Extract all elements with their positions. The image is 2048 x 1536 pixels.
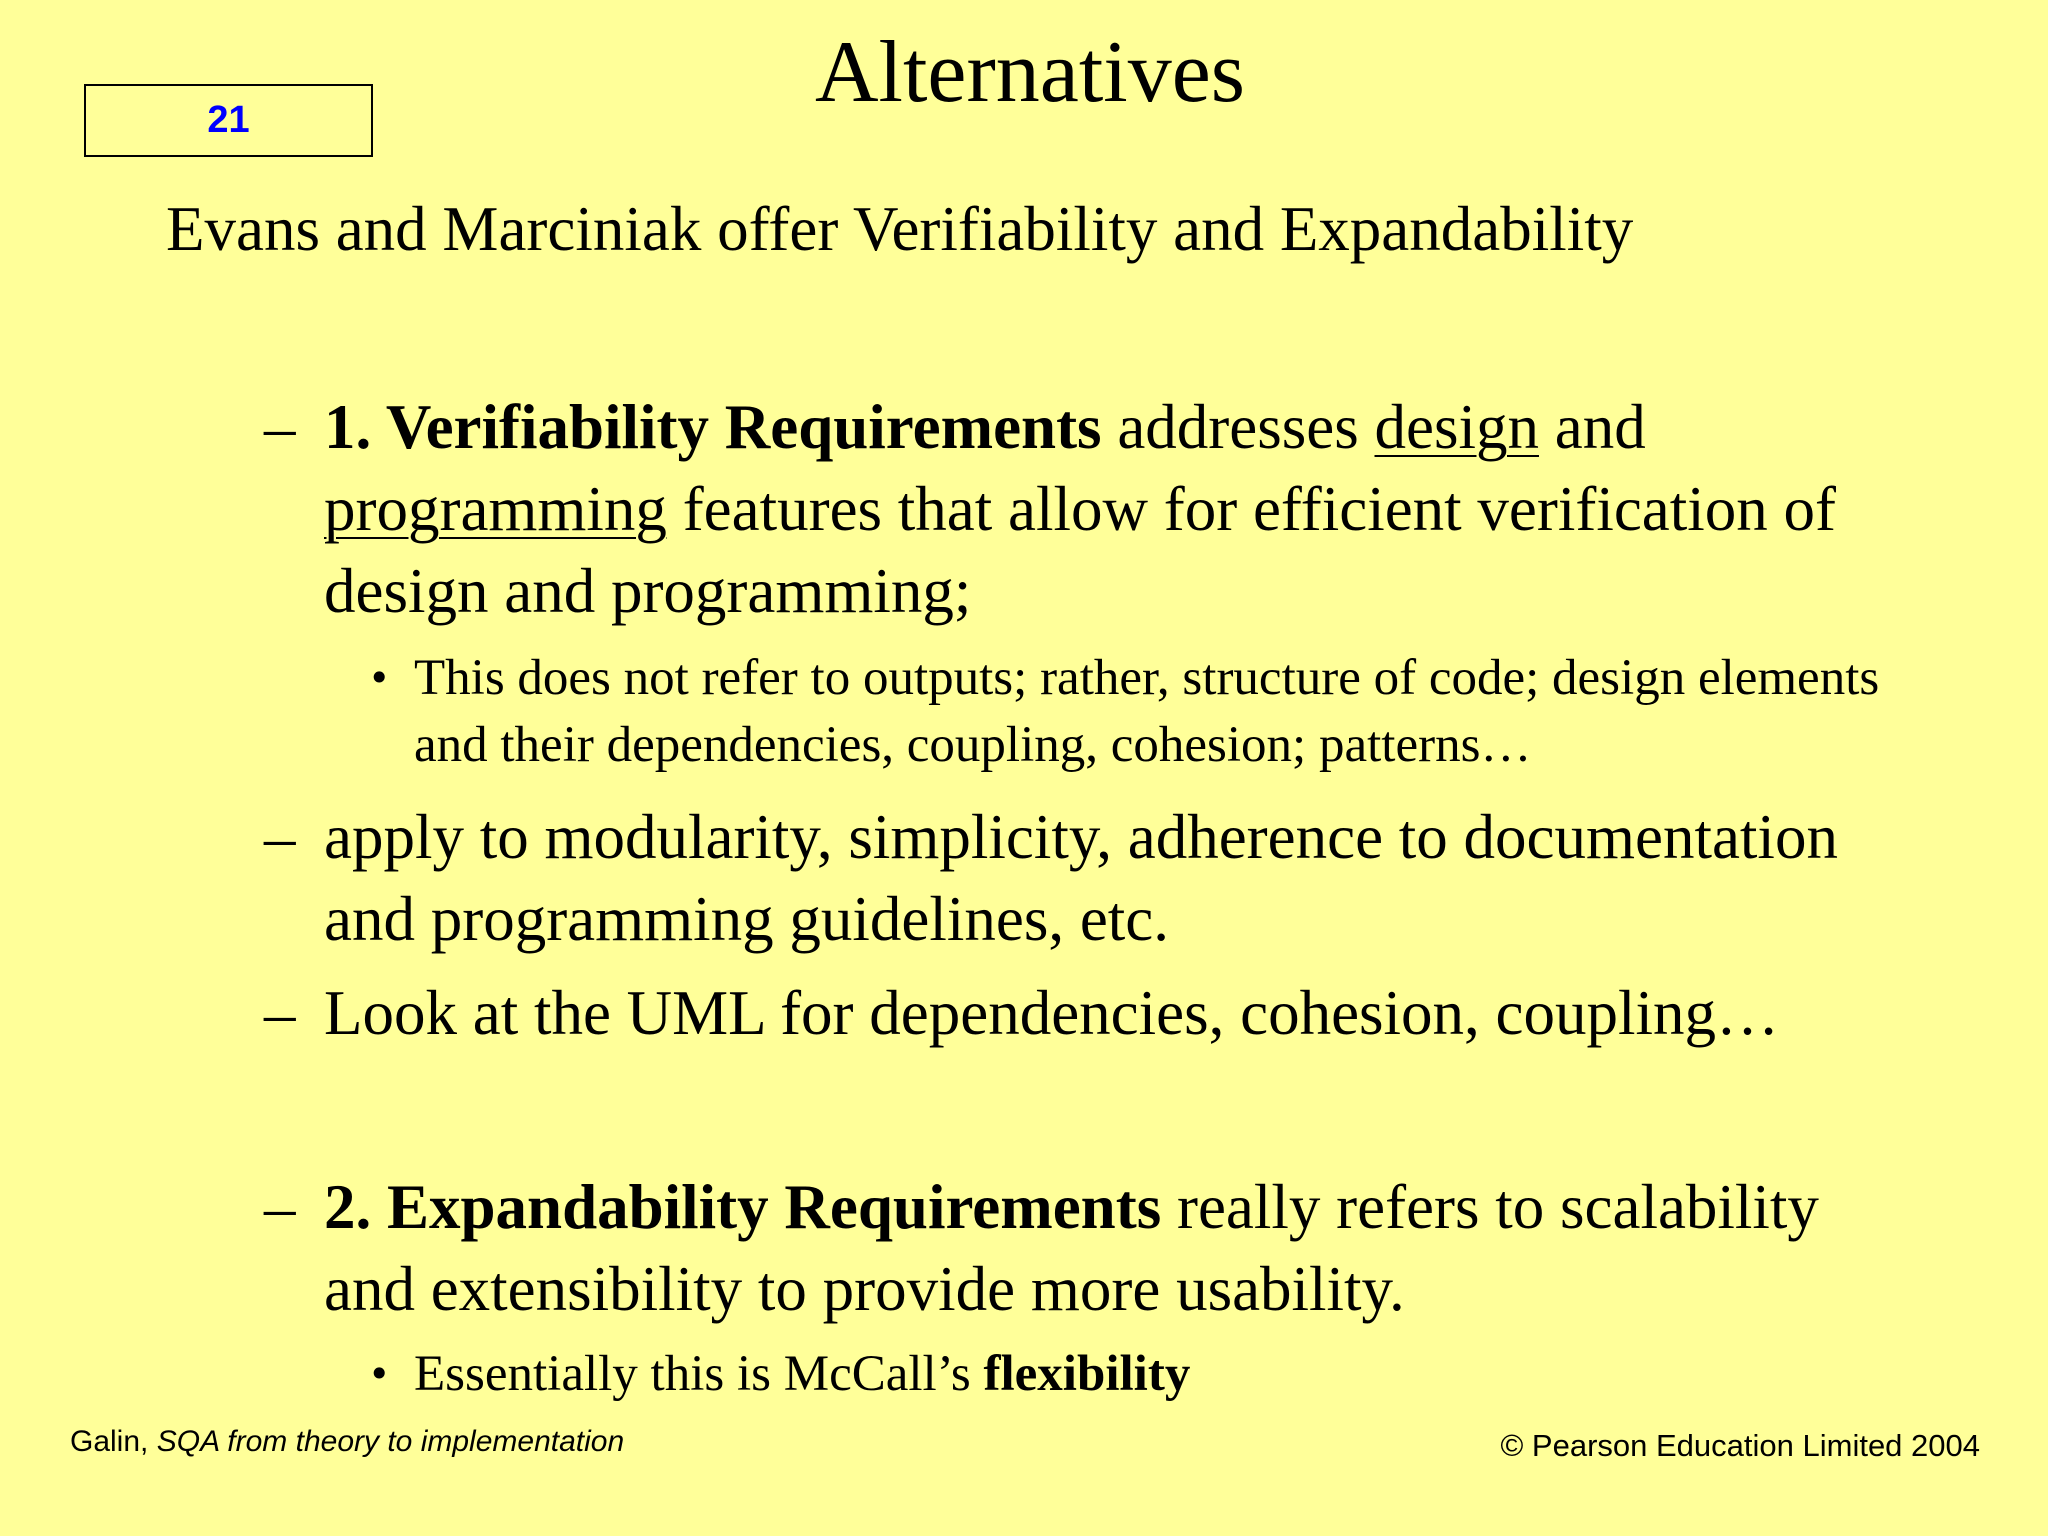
bullet-marker: • — [368, 656, 391, 700]
list-item-expandability — [264, 1166, 1924, 1330]
footer-copyright: © Pearson Education Limited 2004 — [1500, 1428, 1980, 1463]
bold-term: 1. Verifiability Requirements — [324, 392, 1102, 462]
bullet-marker: • — [368, 1352, 391, 1396]
sub-item-flexibility — [368, 1341, 1928, 1408]
bold-term: flexibility — [983, 1346, 1191, 1402]
text-run: features that allow for efficient verification of design and programming; — [324, 474, 1837, 626]
text-run: addresses — [1101, 392, 1375, 462]
slide-number-box — [84, 84, 373, 157]
slide-number: 21 — [207, 99, 250, 141]
bold-term: 2. Expandability Requirements — [324, 1172, 1162, 1242]
list-item-text: apply to modularity, simplicity, adherence to documentation and programming guidelines, etc. — [324, 802, 1838, 954]
underlined-word-design: design — [1374, 392, 1539, 462]
sub-item-text: This does not refer to outputs; rather, structure of code; design elements and their dependencies, coupling, cohesion; patterns… — [414, 650, 1880, 773]
list-item-modularity — [264, 796, 1924, 960]
dash-marker: – — [264, 392, 296, 462]
text-run: really refers to scalability and extensibility to provide more usability. — [324, 1172, 1819, 1324]
footer-book-title: SQA from theory to implementation — [156, 1425, 625, 1458]
text-run: and — [1538, 392, 1646, 462]
dash-marker: – — [264, 802, 296, 872]
sub-item-outputs — [368, 645, 1928, 779]
underlined-word-programming: programming — [324, 474, 667, 544]
list-item-uml — [264, 972, 1924, 1054]
text-run: Essentially this is McCall’s — [414, 1346, 984, 1402]
dash-marker: – — [264, 1172, 296, 1242]
list-item-verifiability — [264, 386, 1924, 632]
slide-title: Alternatives — [814, 24, 1246, 121]
list-item-text — [324, 386, 1924, 632]
intro-text: Evans and Marciniak offer Verifiability and Expandability — [166, 194, 1634, 264]
sub-item-text — [414, 1341, 1928, 1408]
list-item-text: Look at the UML for dependencies, cohesion, coupling… — [324, 978, 1780, 1048]
footer-author: Galin, — [70, 1425, 157, 1458]
footer-citation — [70, 1425, 624, 1459]
list-item-text — [324, 1166, 1924, 1330]
dash-marker: – — [264, 978, 296, 1048]
